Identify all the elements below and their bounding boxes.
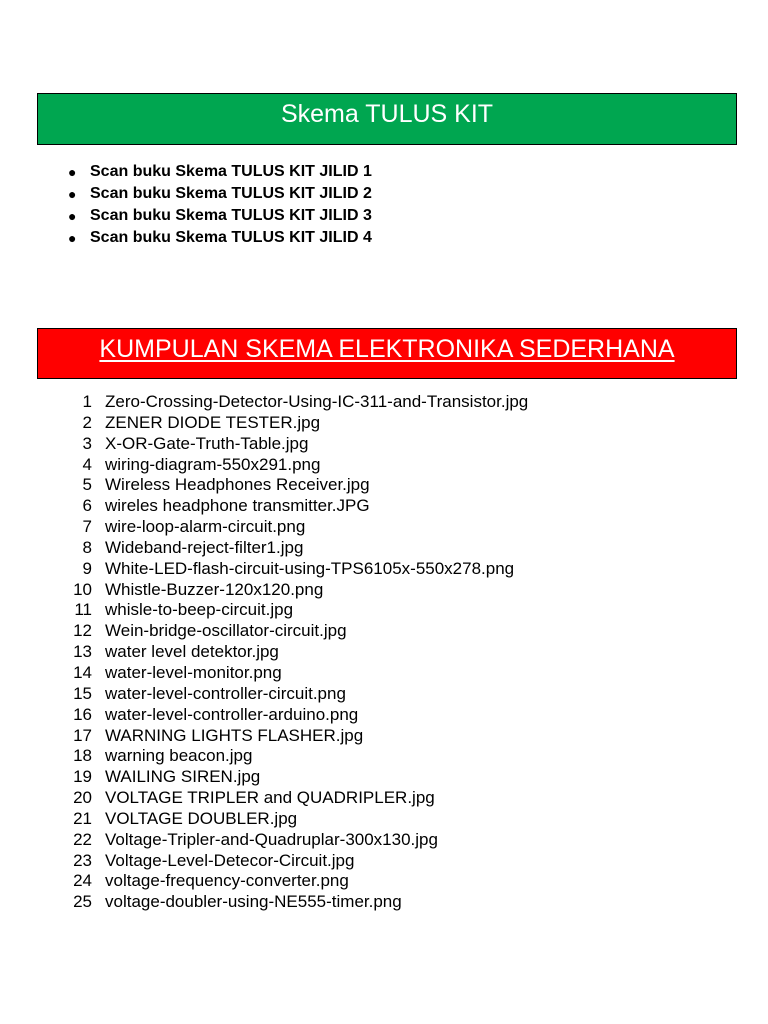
file-number: 14 (73, 662, 92, 682)
file-number: 7 (82, 517, 92, 537)
file-name: voltage-frequency-converter.png (105, 871, 349, 891)
file-name: water-level-monitor.png (105, 662, 282, 682)
file-name: White-LED-flash-circuit-using-TPS6105x-550x278.png (105, 558, 515, 578)
file-number: 13 (73, 642, 92, 662)
file-number: 20 (73, 788, 92, 808)
file-number: 23 (73, 850, 92, 870)
file-row (60, 517, 528, 538)
kumpulan-title[interactable]: KUMPULAN SKEMA ELEKTRONIKA SEDERHANA (99, 335, 675, 363)
file-number: 10 (73, 579, 92, 599)
file-row (60, 413, 528, 434)
file-row (60, 788, 528, 809)
file-name: Voltage-Tripler-and-Quadruplar-300x130.jpg (105, 829, 438, 849)
file-row (60, 538, 528, 559)
bullet-icon: ● (68, 164, 77, 180)
file-row (60, 726, 528, 747)
list-item[interactable] (68, 227, 372, 249)
file-row (60, 600, 528, 621)
file-row (60, 559, 528, 580)
file-name: wire-loop-alarm-circuit.png (105, 517, 306, 537)
list-item-label: Scan buku Skema TULUS KIT JILID 1 (90, 163, 372, 180)
file-row (60, 475, 528, 496)
file-name: Zero-Crossing-Detector-Using-IC-311-and-Transistor.jpg (105, 392, 529, 411)
file-name: ZENER DIODE TESTER.jpg (105, 412, 321, 432)
bullet-icon: ● (68, 208, 77, 224)
file-number: 1 (82, 392, 92, 411)
file-row (60, 496, 528, 517)
bullet-icon: ● (68, 186, 77, 202)
file-number: 17 (73, 725, 92, 745)
file-number: 22 (73, 829, 92, 849)
file-row (60, 663, 528, 684)
file-row (60, 392, 528, 413)
file-name: voltage-doubler-using-NE555-timer.png (105, 892, 402, 912)
file-row (60, 434, 528, 455)
file-row (60, 767, 528, 788)
file-number: 11 (74, 600, 92, 620)
file-number: 3 (82, 433, 92, 453)
file-name: wireles headphone transmitter.JPG (105, 496, 370, 516)
file-row (60, 871, 528, 892)
file-number: 15 (73, 683, 92, 703)
file-row (60, 705, 528, 726)
file-number: 18 (73, 746, 92, 766)
file-row (60, 851, 528, 872)
file-number: 6 (82, 496, 92, 516)
file-number: 25 (73, 892, 92, 912)
file-name: Whistle-Buzzer-120x120.png (105, 579, 324, 599)
tulus-kit-title: Skema TULUS KIT (280, 100, 494, 128)
kumpulan-header (37, 328, 737, 379)
file-name: Wideband-reject-filter1.jpg (105, 537, 304, 557)
list-item-label: Scan buku Skema TULUS KIT JILID 2 (90, 185, 372, 202)
file-number: 12 (73, 621, 92, 641)
file-row (60, 684, 528, 705)
file-name: WARNING LIGHTS FLASHER.jpg (105, 725, 364, 745)
file-name: water-level-controller-circuit.png (105, 683, 346, 703)
file-name: water level detektor.jpg (105, 642, 279, 662)
list-item-label: Scan buku Skema TULUS KIT JILID 3 (90, 207, 372, 224)
file-row (60, 621, 528, 642)
file-row (60, 746, 528, 767)
file-name: wiring-diagram-550x291.png (105, 454, 321, 474)
file-number: 21 (73, 808, 92, 828)
file-name: water-level-controller-arduino.png (105, 704, 359, 724)
list-item[interactable] (68, 205, 372, 227)
file-number: 19 (73, 767, 92, 787)
file-row (60, 455, 528, 476)
file-number: 2 (82, 412, 92, 432)
tulus-kit-header (37, 93, 737, 145)
file-number: 16 (73, 704, 92, 724)
file-name: Wireless Headphones Receiver.jpg (105, 475, 370, 495)
file-name: VOLTAGE TRIPLER and QUADRIPLER.jpg (105, 788, 435, 808)
tulus-kit-list (68, 161, 372, 249)
file-row (60, 642, 528, 663)
list-item[interactable] (68, 183, 372, 205)
file-row (60, 892, 528, 913)
file-number: 9 (82, 558, 92, 578)
file-row (60, 809, 528, 830)
file-row (60, 830, 528, 851)
file-name: Wein-bridge-oscillator-circuit.jpg (105, 621, 347, 641)
file-name: X-OR-Gate-Truth-Table.jpg (105, 433, 309, 453)
file-name: VOLTAGE DOUBLER.jpg (105, 808, 298, 828)
file-number: 5 (82, 475, 92, 495)
file-number: 4 (82, 454, 92, 474)
bullet-icon: ● (68, 230, 77, 246)
file-name: warning beacon.jpg (105, 746, 253, 766)
file-list (60, 392, 528, 913)
file-name: Voltage-Level-Detecor-Circuit.jpg (105, 850, 355, 870)
file-row (60, 580, 528, 601)
file-name: whisle-to-beep-circuit.jpg (105, 600, 294, 620)
list-item-label: Scan buku Skema TULUS KIT JILID 4 (90, 229, 372, 246)
file-number: 24 (73, 871, 92, 891)
list-item[interactable] (68, 161, 372, 183)
file-number: 8 (82, 537, 92, 557)
file-name: WAILING SIREN.jpg (105, 767, 261, 787)
